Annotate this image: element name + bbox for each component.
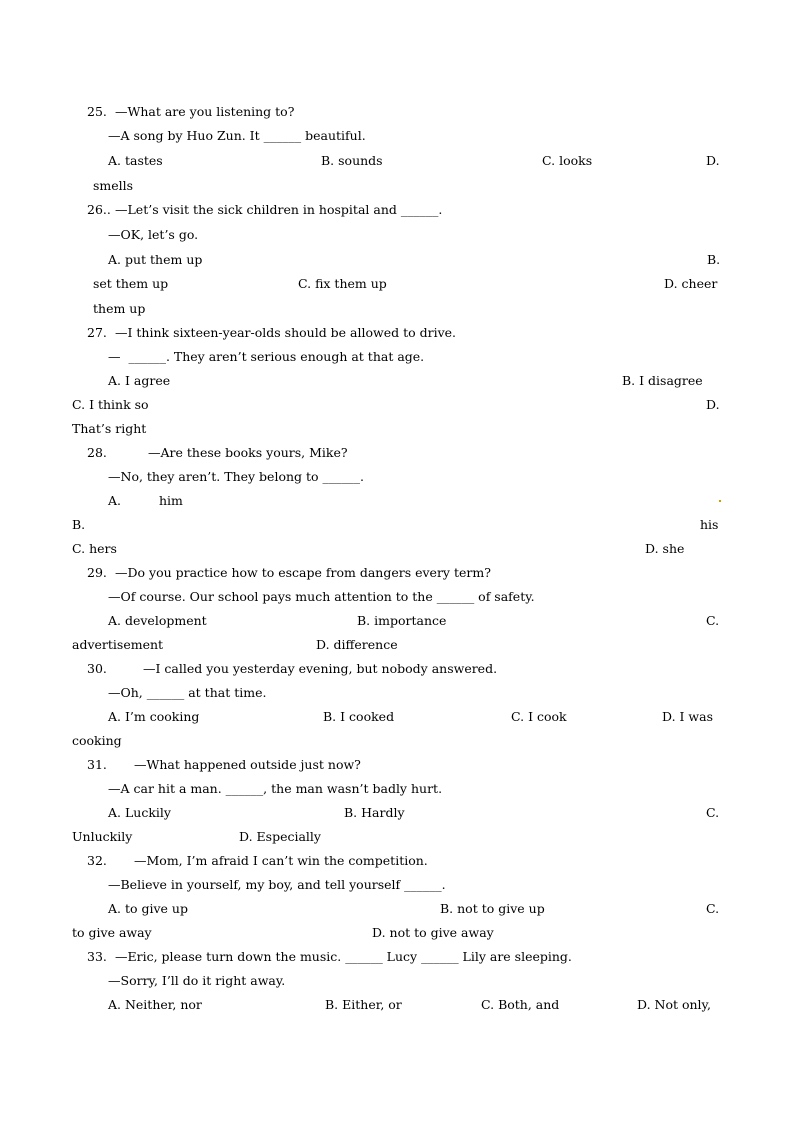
q25-option-d: D. [706,153,720,168]
q32-number: 32. [87,853,107,868]
q30-number: 30. [87,661,107,676]
q32-option-d: D. not to give away [372,925,494,940]
q25-option-c: C. looks [542,153,593,168]
q31-option-c: C. [706,805,720,820]
q27-option-d: D. [706,397,720,412]
q29-option-c: C. [706,613,720,628]
q26-response: —OK, let’s go. [108,227,199,242]
q32-option-c-text: to give away [72,925,152,940]
q32-response: —Believe in yourself, my boy, and tell yourself ______. [108,877,446,892]
q30-prompt: —I called you yesterday evening, but nobody answered. [143,661,498,676]
q27-option-d-text: That’s right [72,421,147,436]
q33-option-c: C. Both, and [481,997,560,1012]
q29-option-d: D. difference [316,637,398,652]
q31-prompt: —What happened outside just now? [134,757,361,772]
q28-response: —No, they aren’t. They belong to ______. [108,469,364,484]
q30-option-b: B. I cooked [323,709,395,724]
q30-option-a: A. I’m cooking [108,709,200,724]
q29-number: 29. [87,565,107,580]
q29-option-b: B. importance [357,613,447,628]
q31-option-c-text: Unluckily [72,829,133,844]
q26-option-d: D. cheer [664,276,718,291]
q32-option-a: A. to give up [108,901,188,916]
q32-option-c: C. [706,901,720,916]
q26-prompt: —Let’s visit the sick children in hospital and ______. [115,202,443,217]
q33-prompt: —Eric, please turn down the music. ______ Lucy ______ Lily are sleeping. [115,949,572,964]
stray-mark [719,500,721,502]
q27-option-b: B. I disagree [622,373,703,388]
q26-number: 26.. [87,202,111,217]
q31-number: 31. [87,757,107,772]
q28-option-a-text: him [159,493,183,508]
q28-number: 28. [87,445,107,460]
q25-number: 25. [87,104,107,119]
q27-option-a: A. I agree [108,373,171,388]
q31-response: —A car hit a man. ______, the man wasn’t badly hurt. [108,781,443,796]
q25-option-b: B. sounds [321,153,383,168]
q31-option-a: A. Luckily [108,805,171,820]
q31-option-d: D. Especially [239,829,321,844]
q31-option-b: B. Hardly [344,805,405,820]
q26-option-a: A. put them up [108,252,203,267]
q25-option-a: A. tastes [108,153,163,168]
q30-response: —Oh, ______ at that time. [108,685,267,700]
q26-option-d-text: them up [93,301,146,316]
q32-prompt: —Mom, I’m afraid I can’t win the competition. [134,853,428,868]
q30-option-d: D. I was [662,709,714,724]
q29-option-c-text: advertisement [72,637,164,652]
q25-response: —A song by Huo Zun. It ______ beautiful. [108,128,366,143]
q27-prompt: —I think sixteen-year-olds should be allowed to drive. [115,325,457,340]
q30-option-d-text: cooking [72,733,122,748]
q33-number: 33. [87,949,107,964]
q29-option-a: A. development [108,613,207,628]
q33-option-d: D. Not only, [637,997,711,1012]
q28-option-b: B. [72,517,86,532]
q33-option-b: B. Either, or [325,997,402,1012]
q25-prompt: —What are you listening to? [115,104,295,119]
q28-option-d: D. she [645,541,685,556]
q28-prompt: —Are these books yours, Mike? [148,445,348,460]
q26-option-b: B. [707,252,721,267]
q30-option-c: C. I cook [511,709,567,724]
q28-option-b-text: his [700,517,719,532]
q32-option-b: B. not to give up [440,901,545,916]
q27-response: — ______. They aren’t serious enough at that age. [108,349,425,364]
q28-option-a: A. [108,493,122,508]
q25-option-d-text: smells [93,178,134,193]
q27-option-c: C. I think so [72,397,149,412]
q28-option-c: C. hers [72,541,117,556]
q26-option-b-text: set them up [93,276,169,291]
q27-number: 27. [87,325,107,340]
q33-response: —Sorry, I’ll do it right away. [108,973,286,988]
q29-prompt: —Do you practice how to escape from dangers every term? [115,565,491,580]
q26-option-c: C. fix them up [298,276,387,291]
q33-option-a: A. Neither, nor [108,997,202,1012]
q29-response: —Of course. Our school pays much attention to the ______ of safety. [108,589,535,604]
